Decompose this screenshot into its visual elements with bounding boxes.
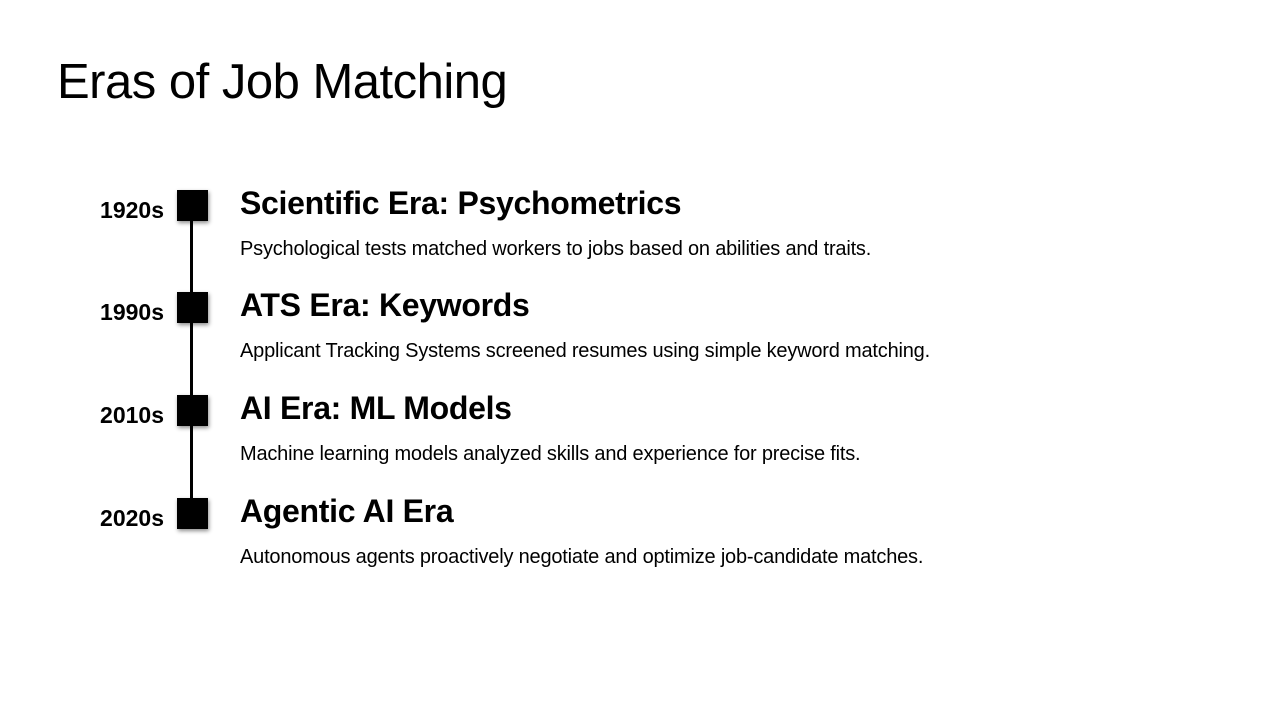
timeline-marker	[177, 292, 208, 323]
era-heading: Agentic AI Era	[240, 493, 454, 529]
era-description: Psychological tests matched workers to jobs based on abilities and traits.	[240, 238, 872, 260]
era-year: 1990s	[100, 299, 164, 325]
slide-title: Eras of Job Matching	[57, 55, 508, 109]
era-description: Applicant Tracking Systems screened resumes using simple keyword matching.	[240, 340, 930, 362]
era-1990s	[0, 287, 1280, 407]
timeline-marker	[177, 395, 208, 426]
era-description: Machine learning models analyzed skills and experience for precise fits.	[240, 443, 861, 465]
era-2010s	[0, 390, 1280, 510]
era-1920s	[0, 185, 1280, 305]
era-heading: AI Era: ML Models	[240, 390, 512, 426]
era-year: 2020s	[100, 505, 164, 531]
timeline-marker	[177, 498, 208, 529]
era-2020s	[0, 493, 1280, 613]
era-year: 2010s	[100, 402, 164, 428]
timeline-marker	[177, 190, 208, 221]
era-heading: ATS Era: Keywords	[240, 287, 530, 323]
era-description: Autonomous agents proactively negotiate and optimize job-candidate matches.	[240, 546, 924, 568]
era-heading: Scientific Era: Psychometrics	[240, 185, 682, 221]
era-year: 1920s	[100, 197, 164, 223]
